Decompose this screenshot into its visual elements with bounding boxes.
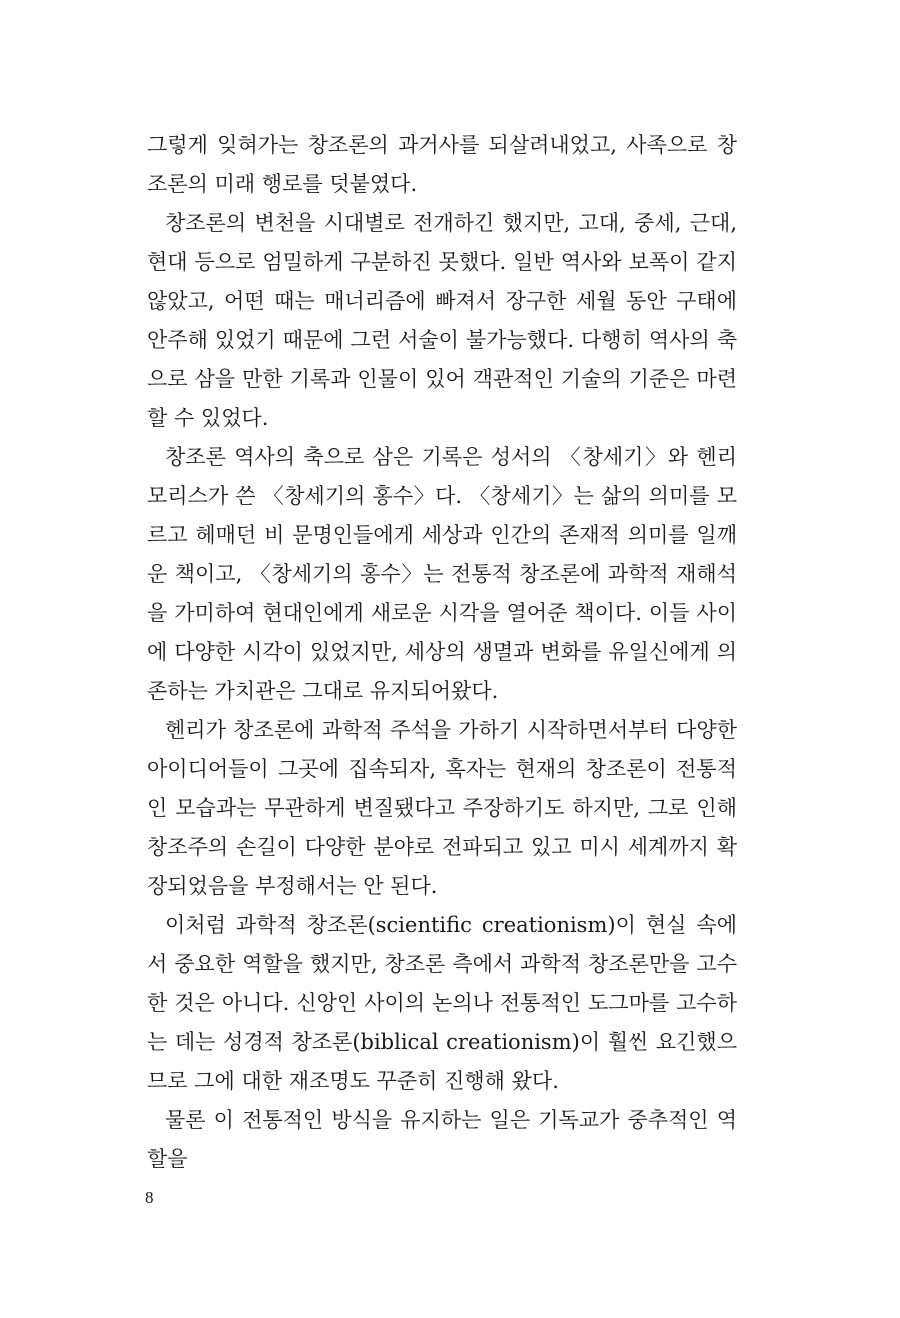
paragraph: 창조론 역사의 축으로 삼은 기록은 성서의 〈창세기〉와 헨리 모리스가 쓴 〈창세기의 홍수〉다. 〈창세기〉는 삶의 의미를 모르고 헤매던 비 문명인들에게 세상과 인간의 존재적 의미를 일깨운 책이고, 〈창세기의 홍수〉는 전통적 창조론에 과학적 재해석을 가미하여 현대인에게 새로운 시각을 열어준 책이다. 이들 사이에 다양한 시각이 있었지만, 세상의 생멸과 변화를 유일신에게 의존하는 가치관은 그대로 유지되어왔다.: [147, 445, 737, 703]
paragraph: 창조론의 변천을 시대별로 전개하긴 했지만, 고대, 중세, 근대, 현대 등으로 엄밀하게 구분하진 못했다. 일반 역사와 보폭이 같지 않았고, 어떤 때는 매너리즘에 빠져서 장구한 세월 동안 구태에 안주해 있었기 때문에 그런 서술이 불가능했다. 다행히 역사의 축으로 삼을 만한 기록과 인물이 있어 객관적인 기술의 기준은 마련할 수 있었다.: [147, 211, 737, 430]
paragraph: 물론 이 전통적인 방식을 유지하는 일은 기독교가 중추적인 역할을: [147, 1108, 737, 1171]
paragraph: 헨리가 창조론에 과학적 주석을 가하기 시작하면서부터 다양한 아이디어들이 그곳에 집속되자, 혹자는 현재의 창조론이 전통적인 모습과는 무관하게 변질됐다고 주장하기도 하지만, 그로 인해 창조주의 손길이 다양한 분야로 전파되고 있고 미시 세계까지 확장되었음을 부정해서는 안 된다.: [147, 718, 737, 898]
page-number: 8: [145, 1188, 154, 1207]
paragraph: 그렇게 잊혀가는 창조론의 과거사를 되살려내었고, 사족으로 창조론의 미래 행로를 덧붙였다.: [147, 133, 737, 196]
body-text: [147, 126, 737, 1179]
paragraph: 이처럼 과학적 창조론(scientific creationism)이 현실 속에서 중요한 역할을 했지만, 창조론 측에서 과학적 창조론만을 고수한 것은 아니다. 신앙인 사이의 논의나 전통적인 도그마를 고수하는 데는 성경적 창조론(biblical creationism)이 훨씬 요긴했으므로 그에 대한 재조명도 꾸준히 진행해 왔다.: [147, 913, 737, 1093]
